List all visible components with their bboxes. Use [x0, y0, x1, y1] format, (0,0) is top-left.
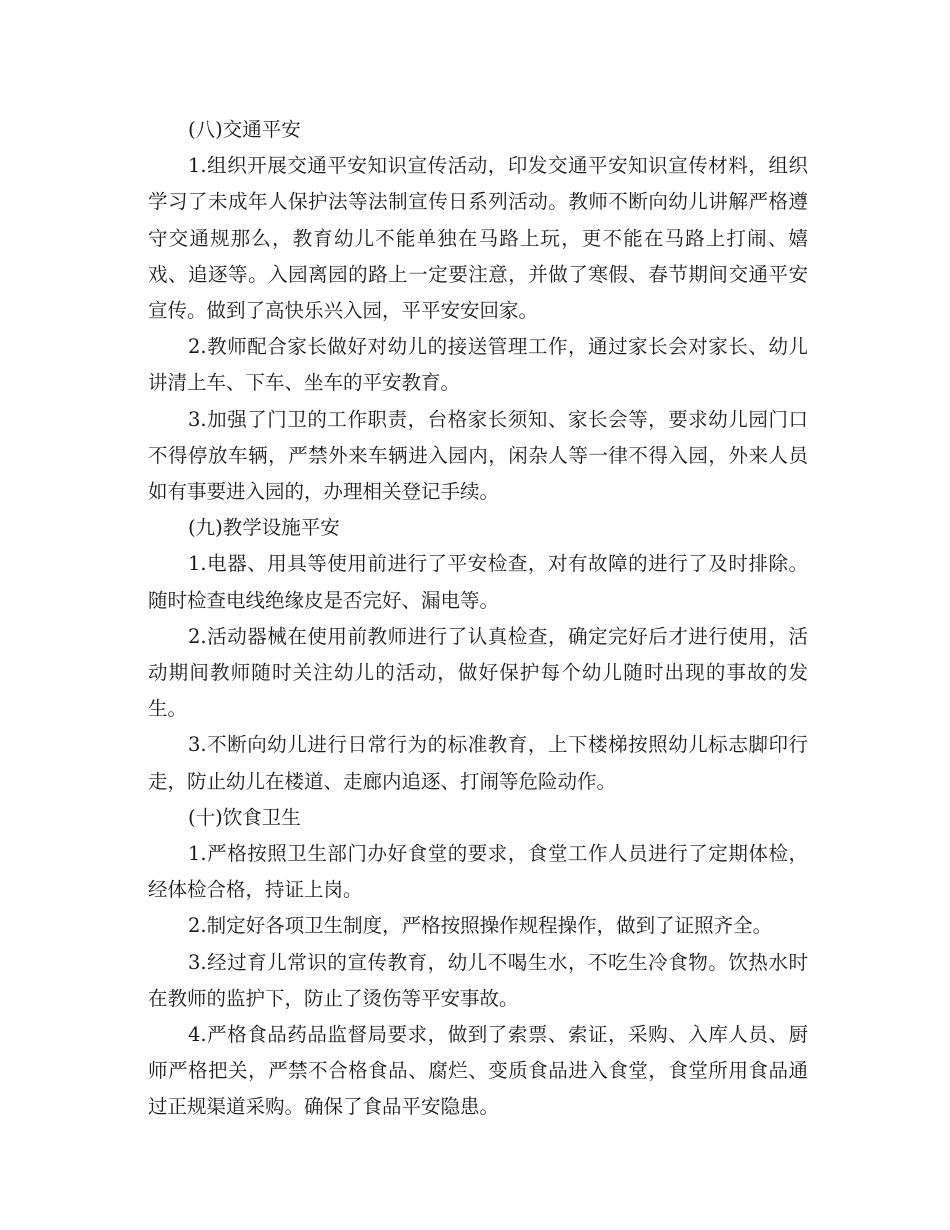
paragraph-traffic-3: 3.加强了门卫的工作职责，台格家长须知、家长会等，要求幼儿园门口不得停放车辆，严禁外来车辆进入园内，闲杂人等一律不得入园，外来人员如有事要进入园的，办理相关登记手续。: [148, 407, 808, 504]
section-heading-facility-safety: (九)教学设施平安: [188, 516, 340, 540]
paragraph-facility-1: 1.电器、用具等使用前进行了平安检查，对有故障的进行了及时排除。随时检查电线绝缘皮是否完好、漏电等。: [148, 552, 808, 612]
paragraph-facility-3: 3.不断向幼儿进行日常行为的标准教育，上下楼梯按照幼儿标志脚印行走，防止幼儿在楼道、走廊内追逐、打闹等危险动作。: [148, 733, 808, 793]
document-body: [148, 112, 808, 1126]
section-heading-food-hygiene: (十)饮食卫生: [188, 805, 301, 829]
section-heading-traffic-safety: (八)交通平安: [188, 118, 301, 141]
paragraph-food-4: 4.严格食品药品监督局要求，做到了索票、索证，采购、入库人员、厨师严格把关，严禁不合格食品、腐烂、变质食品进入食堂，食堂所用食品通过正规渠道采购。确保了食品平安隐患。: [148, 1023, 808, 1119]
paragraph-facility-2: 2.活动器械在使用前教师进行了认真检查，确定完好后才进行使用，活动期间教师随时关注幼儿的活动，做好保护每个幼儿随时出现的事故的发生。: [148, 624, 808, 721]
paragraph-food-3: 3.经过育儿常识的宣传教育，幼儿不喝生水，不吃生冷食物。饮热水时在教师的监护下，防止了烫伤等平安事故。: [148, 950, 808, 1010]
paragraph-traffic-1: 1.组织开展交通平安知识宣传活动，印发交通平安知识宣传材料，组织学习了未成年人保护法等法制宣传日系列活动。教师不断向幼儿讲解严格遵守交通规那么，教育幼儿不能单独在马路上玩，更不能在马路上打闹、嬉戏、追逐等。入园离园的路上一定要注意，并做了寒假、春节期间交通平安宣传。做到了高快乐兴入园，平平安安回家。: [148, 154, 808, 323]
paragraph-food-2: 2.制定好各项卫生制度，严格按照操作规程操作，做到了证照齐全。: [188, 914, 773, 938]
paragraph-traffic-2: 2.教师配合家长做好对幼儿的接送管理工作，通过家长会对家长、幼儿讲清上车、下车、坐车的平安教育。: [148, 335, 808, 395]
paragraph-food-1: 1.严格按照卫生部门办好食堂的要求，食堂工作人员进行了定期体检，经体检合格，持证上岗。: [148, 842, 808, 902]
